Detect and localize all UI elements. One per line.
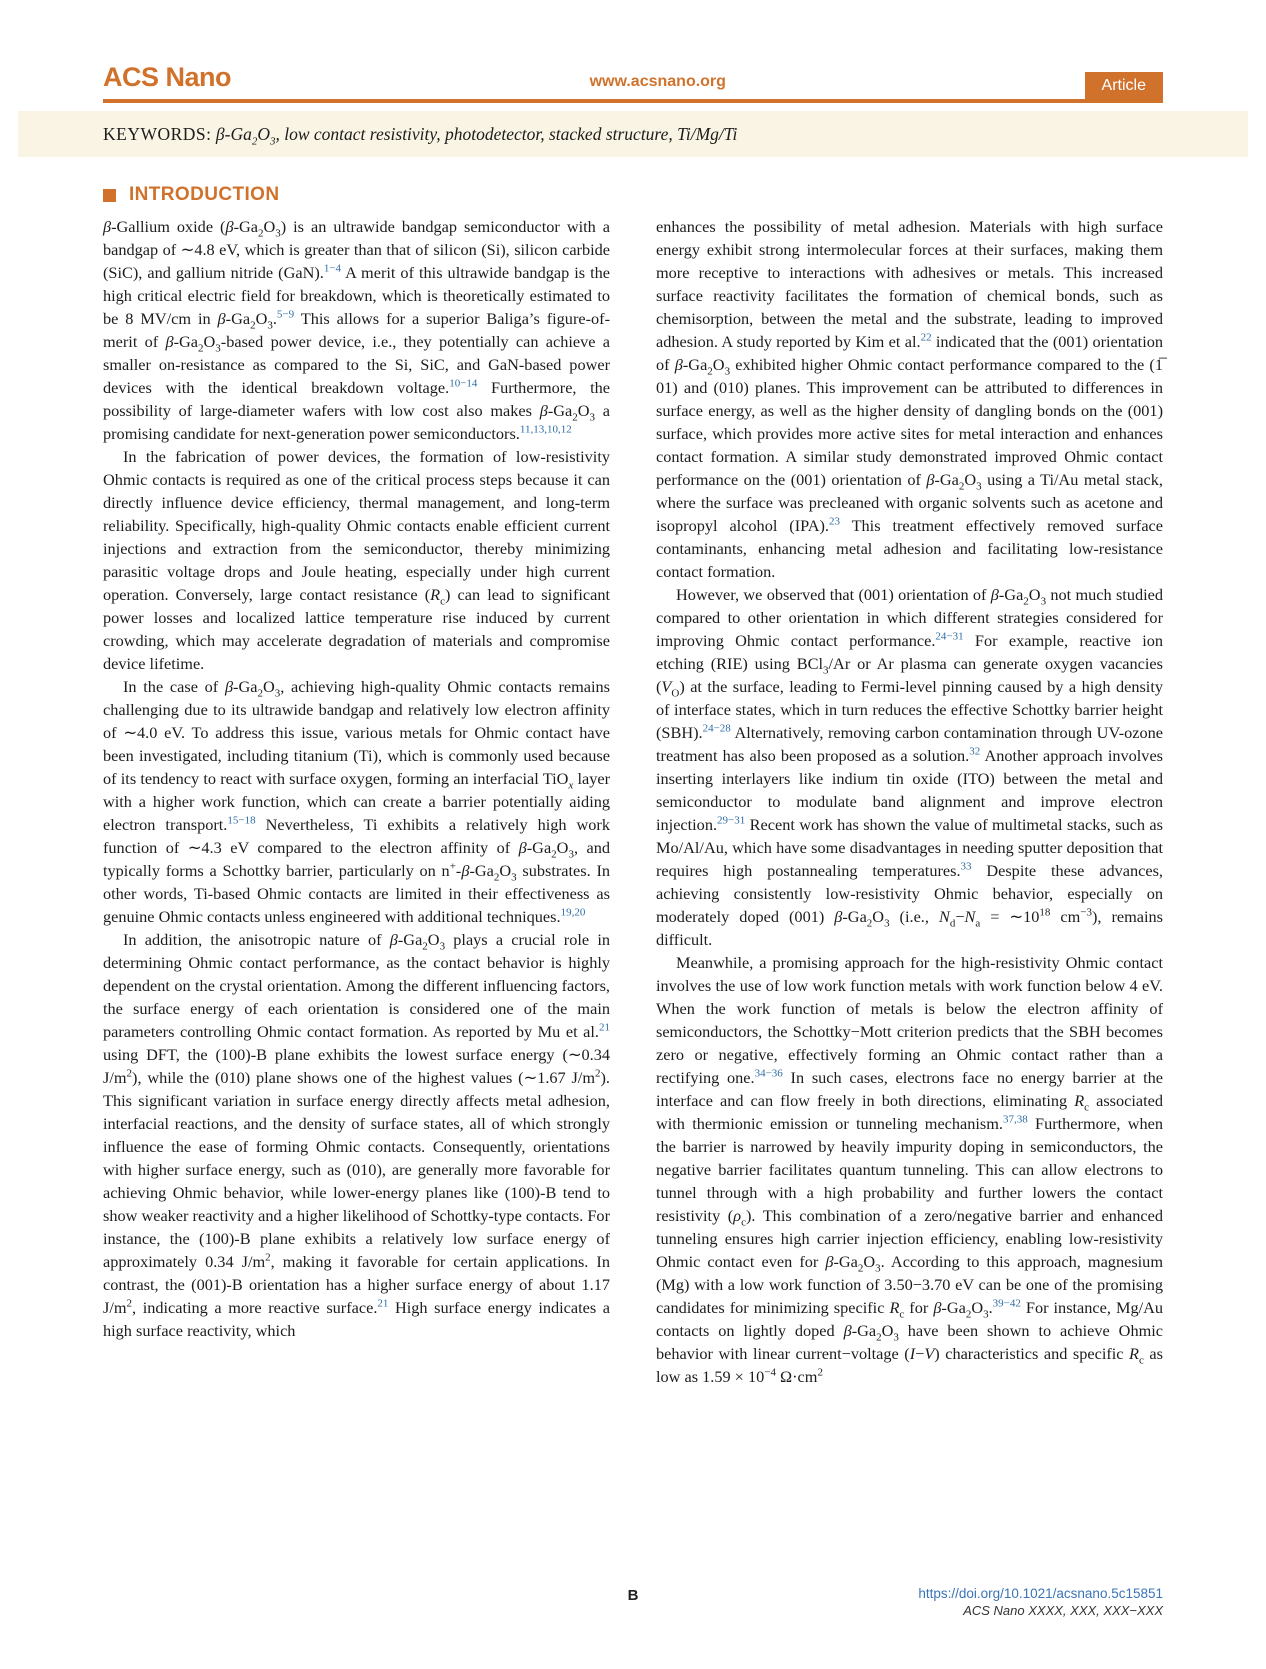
reference-link[interactable]: 24−31 — [935, 630, 964, 643]
section-title: INTRODUCTION — [129, 184, 280, 205]
reference-link[interactable]: 24−28 — [702, 722, 731, 735]
footer-citation-block — [918, 1585, 1163, 1619]
reference-link[interactable]: 21 — [377, 1297, 389, 1310]
reference-link[interactable]: 39−42 — [992, 1297, 1021, 1310]
reference-link[interactable]: 29−31 — [717, 814, 746, 827]
reference-link[interactable]: 34−36 — [754, 1067, 783, 1080]
keywords-text: $\beta-Ga_2O_3$, low contact resistivity, photodetector, stacked structure, Ti/Mg/Ti — [215, 124, 738, 148]
page-number: B — [627, 1587, 639, 1604]
paragraph: In addition, the anisotropic nature of $\beta-Ga_2O_3$ plays a crucial role in determining Ohmic contact performance, as the contact behavior is highly dependent on the crystal orientation. Among the different influencing factors, the surface energy of each orientation is considered one of the main parameters controlling Ohmic contact formation. As reported by Mu et al.$^{21}$ using DFT, the (100)-B plane exhibits the lowest surface energy (∼0.34 $J/m^2$), while the (010) plane shows one of the highest values (∼1.67 $J/m^2$). This significant variation in surface energy directly affects metal adhesion, interfacial reactions, and the density of surface states, all of which strongly influence the ease of forming Ohmic contacts. Consequently, orientations with higher surface energy, such as (010), are generally more favorable for achieving Ohmic behavior, while lower-energy planes like (100)-B tend to show weaker reactivity and a higher likelihood of Schottky-type contacts. For instance, the (100)-B plane exhibits a relatively low surface energy of approximately 0.34 $J/m^2$, making it favorable for certain applications. In contrast, the (001)-B orientation has a higher surface energy of about 1.17 $J/m^2$, indicating a more reactive surface.$^{21}$ High surface energy indicates a high surface reactivity, which — [103, 930, 611, 1340]
journal-website-link[interactable]: www.acsnano.org — [589, 73, 726, 90]
citation-text: ACS Nano XXXX, XXX, XXX−XXX — [963, 1603, 1163, 1618]
reference-link[interactable]: 23 — [828, 515, 840, 528]
reference-link[interactable]: 11,13,10,12 — [519, 423, 572, 436]
paragraph: β-Gallium oxide $(\beta-Ga_2O_3)$ is an ultrawide bandgap semiconductor with a bandgap of ∼4.8 eV, which is greater than that of silicon (Si), silicon carbide (SiC), and gallium nitride (GaN).$^{1-4}$ A merit of this ultrawide bandgap is the high critical electric field for breakdown, which is theoretically estimated to be 8 MV/cm in $\beta-Ga_2O_3.^{5-9}$ This allows for a superior Baliga’s figure-of-merit of $\beta-Ga_2O_3$-based power device, i.e., they potentially can achieve a smaller on-resistance as compared to the Si, SiC, and GaN-based power devices with the identical breakdown voltage.$^{10-14}$ Furthermore, the possibility of large-diameter wafers with low cost also makes $\beta-Ga_2O_3$ a promising candidate for next-generation power semiconductors.$^{11,13,10,12}$ — [103, 217, 611, 443]
reference-link[interactable]: 1−4 — [323, 262, 342, 275]
reference-link[interactable]: 5−9 — [276, 308, 295, 321]
column-left — [103, 215, 610, 1388]
paragraph: However, we observed that (001) orientation of $\beta-Ga_2O_3$ not much studied compared to other orientation in which different strategies considered for improving Ohmic contact performance.$^{24-31}$ For example, reactive ion etching (RIE) using BCl$_3$/Ar or Ar plasma can generate oxygen vacancies $(V_O)$ at the surface, leading to Fermi-level pinning caused by a high density of interface states, which in turn reduces the effective Schottky barrier height (SBH).$^{24-28}$ Alternatively, removing carbon contamination through UV-ozone treatment has also been proposed as a solution.$^{32}$ Another approach involves inserting interlayers like indium tin oxide (ITO) between the metal and semiconductor to modulate band alignment and improve electron injection.$^{29-31}$ Recent work has shown the value of multimetal stacks, such as Mo/Al/Au, which have some disadvantages in needing sputter deposition that requires high postannealing temperatures.$^{33}$ Despite these advances, achieving consistently low-resistivity Ohmic behavior, especially on moderately doped (001) $\beta-Ga_2O_3$ (i.e., $N_d-N_a$ = $\sim 10^{18}$ $cm^{-3}$), remains difficult. — [656, 585, 1164, 949]
article-type-badge: Article — [1085, 72, 1163, 99]
paragraph: In the case of $\beta-Ga_2O_3$, achieving high-quality Ohmic contacts remains challenging due to its ultrawide bandgap and relatively low electron affinity of ∼4.0 eV. To address this issue, various metals for Ohmic contact have been investigated, including titanium (Ti), which is commonly used because of its tendency to react with surface oxygen, forming an interfacial TiO$_x$ layer with a higher work function, which can create a barrier potentially aiding electron transport.$^{15-18}$ Nevertheless, Ti exhibits a relatively high work function of ∼4.3 eV compared to the electron affinity of $\beta-Ga_2O_3$, and typically forms a Schottky barrier, particularly on $n^+-\beta-Ga_2O_3$ substrates. In other words, Ti-based Ohmic contacts are limited in their effectiveness as genuine Ohmic contacts unless engineered with additional techniques.$^{19,20}$ — [103, 677, 611, 926]
keywords-bar — [18, 111, 1248, 157]
reference-link[interactable]: 15−18 — [227, 814, 256, 827]
reference-link[interactable]: 32 — [969, 745, 981, 758]
section-marker-icon — [103, 189, 116, 202]
paragraph: Meanwhile, a promising approach for the high-resistivity Ohmic contact involves the use of low work function metals with work function below 4 eV. When the work function of metals is below the electron affinity of semiconductors, the Schottky−Mott criterion predicts that the SBH becomes zero or negative, effectively forming an Ohmic contact rather than a rectifying one.$^{34-36}$ In such cases, electrons face no energy barrier at the interface and can flow freely in both directions, eliminating $R_c$ associated with thermionic emission or tunneling mechanism.$^{37,38}$ Furthermore, when the barrier is narrowed by heavily impurity doping in semiconductors, the negative barrier facilitates quantum tunneling. This can allow electrons to tunnel through with a high probability and further lowers the contact resistivity $(\rho_c)$. This combination of a zero/negative barrier and enhanced tunneling ensures high carrier injection efficiency, enabling low-resistivity Ohmic contact even for $\beta-Ga_2O_3$. According to this approach, magnesium (Mg) with a low work function of 3.50−3.70 eV can be one of the promising candidates for minimizing specific $R_c$ for $\beta-Ga_2O_3.^{39-42}$ For instance, Mg/Au contacts on lightly doped $\beta-Ga_2O_3$ have been shown to achieve Ohmic behavior with linear current−voltage (I−V) characteristics and specific $R_c$ as low as $1.59 \times 10^{-4}$ $\Omega\cdot cm^2$ — [656, 953, 1164, 1386]
doi-link[interactable]: https://doi.org/10.1021/acsnano.5c15851 — [918, 1586, 1163, 1601]
reference-link[interactable]: 10−14 — [449, 377, 478, 390]
reference-link[interactable]: 33 — [960, 860, 972, 873]
article-body — [103, 215, 1163, 1388]
paragraph: In the fabrication of power devices, the formation of low-resistivity Ohmic contacts is required as one of the critical process steps because it can directly influence device efficiency, thermal management, and long-term reliability. Specifically, high-quality Ohmic contacts enable efficient current injections and extraction from the semiconductor, thereby minimizing parasitic voltage drops and Joule heating, especially under high current operation. Conversely, large contact resistance $(R_c)$ can lead to significant power losses and localized lattice temperature rise induced by current crowding, which may accelerate degradation of materials and compromise device lifetime. — [103, 447, 610, 673]
keywords-label: KEYWORDS: — [103, 124, 212, 144]
reference-link[interactable]: 21 — [599, 1021, 610, 1034]
page-header — [103, 62, 1163, 103]
column-right — [656, 215, 1163, 1388]
page-footer — [103, 1585, 1163, 1633]
reference-link[interactable]: 37,38 — [1003, 1113, 1028, 1126]
reference-link[interactable]: 22 — [920, 331, 932, 344]
section-heading — [103, 184, 1163, 206]
paragraph: enhances the possibility of metal adhesion. Materials with high surface energy exhibit strong intermolecular forces at their surfaces, making them more receptive to interactions with adhesives or metals. This increased surface reactivity facilitates the formation of chemical bonds, such as chemisorption, between the metal and the substrate, leading to improved adhesion. A study reported by Kim et al.$^{22}$ indicated that the (001) orientation of $\beta-Ga_2O_3$ exhibited higher Ohmic contact performance compared to the (1̅ 01) and (010) planes. This improvement can be attributed to differences in surface energy, as well as the higher density of dangling bonds on the (001) surface, which provides more active sites for metal interaction and enhances contact formation. A similar study demonstrated improved Ohmic contact performance on the (001) orientation of $\beta-Ga_2O_3$ using a Ti/Au metal stack, where the surface was precleaned with organic solvents such as acetone and isopropyl alcohol (IPA).$^{23}$ This treatment effectively removed surface contaminants, enhancing metal adhesion and facilitating low-resistance contact formation. — [656, 217, 1164, 581]
journal-logo: ACS Nano — [103, 62, 232, 92]
reference-link[interactable]: 19,20 — [560, 906, 586, 919]
